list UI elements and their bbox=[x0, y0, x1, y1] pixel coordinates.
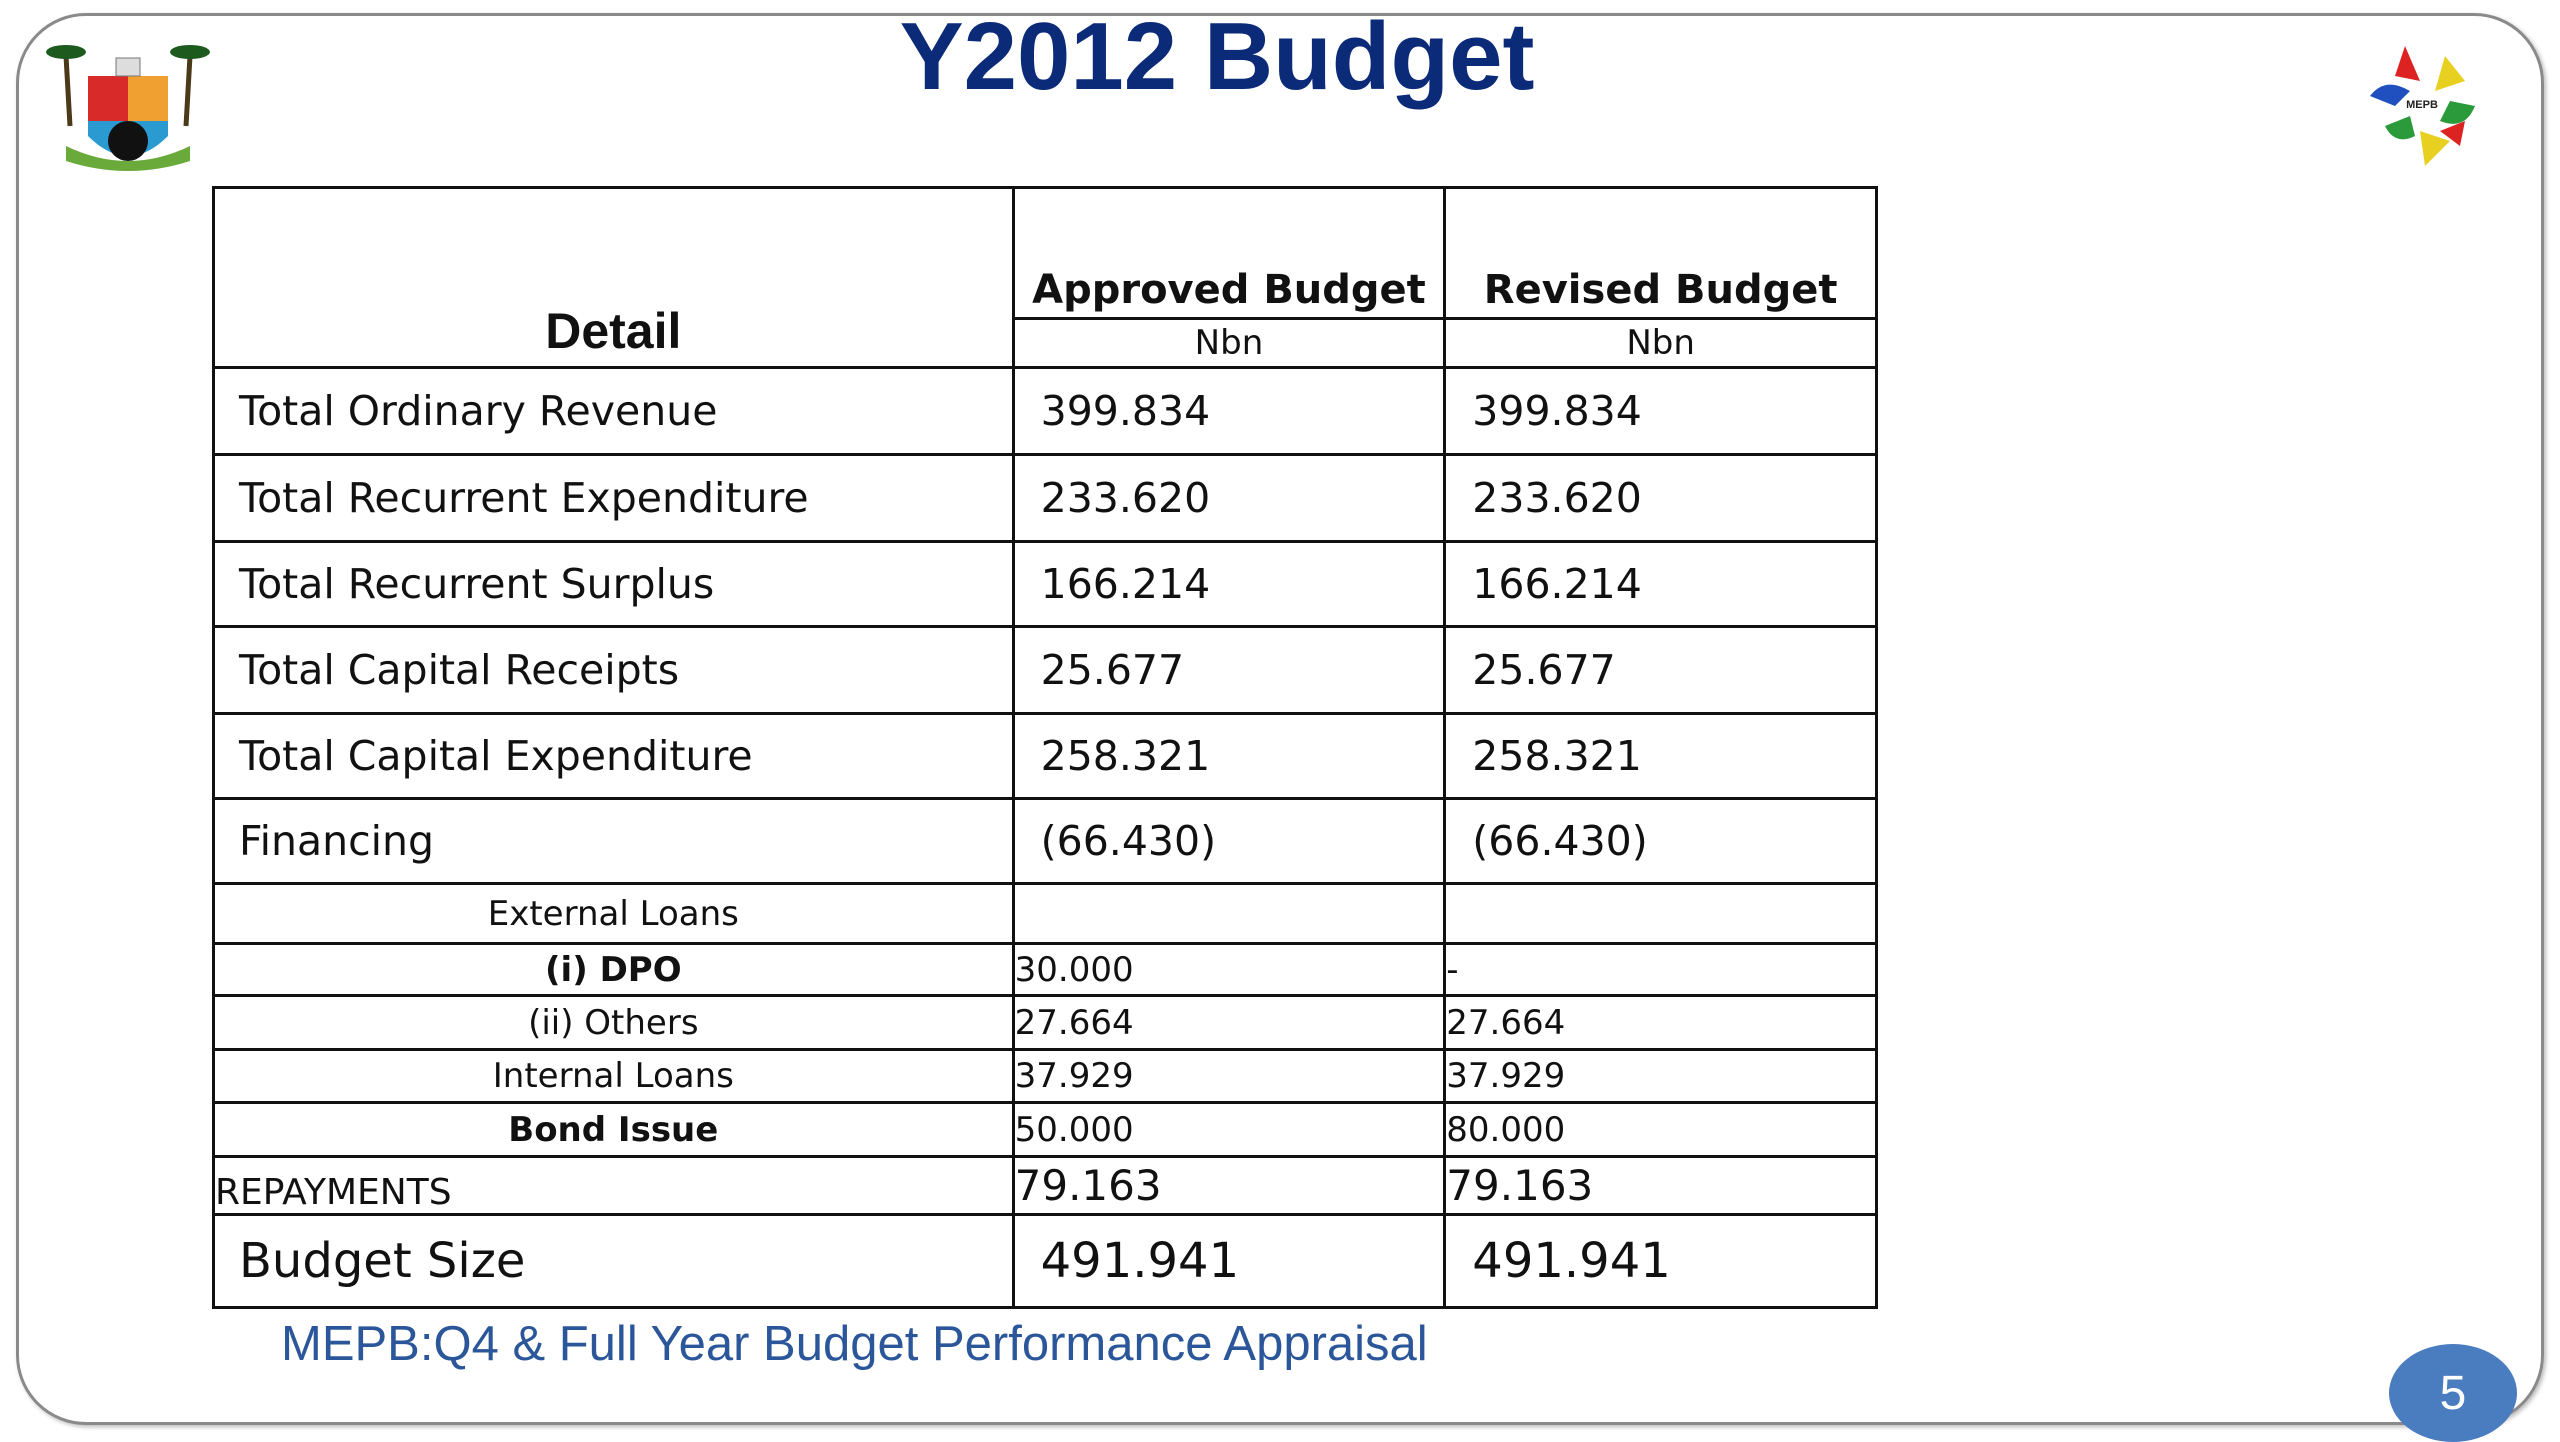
row-revised: 166.214 bbox=[1445, 542, 1877, 627]
row-label: Total Ordinary Revenue bbox=[214, 368, 1014, 455]
header-revised: Revised Budget bbox=[1445, 188, 1877, 319]
mepb-logo-text: MEPB bbox=[2406, 99, 2438, 111]
footer-text: MEPB:Q4 & Full Year Budget Performance Appraisal bbox=[281, 1317, 1428, 1371]
mepb-logo bbox=[2365, 36, 2479, 172]
row-revised: 25.677 bbox=[1445, 627, 1877, 714]
row-revised: 79.163 bbox=[1445, 1157, 1877, 1215]
header-detail: Detail bbox=[214, 188, 1014, 368]
row-label: Internal Loans bbox=[214, 1050, 1014, 1103]
table-row bbox=[214, 1103, 1877, 1157]
row-approved: 50.000 bbox=[1013, 1103, 1445, 1157]
row-approved: 166.214 bbox=[1013, 542, 1445, 627]
row-label: External Loans bbox=[214, 884, 1014, 944]
row-approved bbox=[1013, 884, 1445, 944]
row-approved: 233.620 bbox=[1013, 455, 1445, 542]
table-row bbox=[214, 996, 1877, 1050]
row-approved: 399.834 bbox=[1013, 368, 1445, 455]
row-label: Financing bbox=[214, 799, 1014, 884]
slide-title: Y2012 Budget bbox=[899, 3, 1535, 110]
row-revised: 80.000 bbox=[1445, 1103, 1877, 1157]
table-row bbox=[214, 944, 1877, 996]
row-revised: 27.664 bbox=[1445, 996, 1877, 1050]
table-row bbox=[214, 799, 1877, 884]
row-revised: 233.620 bbox=[1445, 455, 1877, 542]
row-label: Total Recurrent Surplus bbox=[214, 542, 1014, 627]
table-row-repayments bbox=[214, 1157, 1877, 1215]
page-number-badge: 5 bbox=[2389, 1344, 2517, 1442]
row-approved: 37.929 bbox=[1013, 1050, 1445, 1103]
table-row-budget-size bbox=[214, 1215, 1877, 1308]
row-approved: 25.677 bbox=[1013, 627, 1445, 714]
row-revised: (66.430) bbox=[1445, 799, 1877, 884]
table-row bbox=[214, 627, 1877, 714]
unit-revised: Nbn bbox=[1445, 319, 1877, 368]
row-label: (ii) Others bbox=[214, 996, 1014, 1050]
table-row bbox=[214, 714, 1877, 799]
header-approved: Approved Budget bbox=[1013, 188, 1445, 319]
row-label: Budget Size bbox=[214, 1215, 1014, 1308]
row-approved: 79.163 bbox=[1013, 1157, 1445, 1215]
row-approved: 491.941 bbox=[1013, 1215, 1445, 1308]
unit-approved: Nbn bbox=[1013, 319, 1445, 368]
row-revised: 491.941 bbox=[1445, 1215, 1877, 1308]
table-row bbox=[214, 884, 1877, 944]
budget-table bbox=[212, 186, 1878, 1309]
row-label: Bond Issue bbox=[214, 1103, 1014, 1157]
row-revised bbox=[1445, 884, 1877, 944]
row-revised: - bbox=[1445, 944, 1877, 996]
row-revised: 399.834 bbox=[1445, 368, 1877, 455]
row-label: Total Capital Expenditure bbox=[214, 714, 1014, 799]
table-row bbox=[214, 455, 1877, 542]
row-label: REPAYMENTS bbox=[214, 1157, 1014, 1215]
row-label: Total Recurrent Expenditure bbox=[214, 455, 1014, 542]
row-approved: (66.430) bbox=[1013, 799, 1445, 884]
row-approved: 30.000 bbox=[1013, 944, 1445, 996]
row-approved: 27.664 bbox=[1013, 996, 1445, 1050]
row-revised: 37.929 bbox=[1445, 1050, 1877, 1103]
row-revised: 258.321 bbox=[1445, 714, 1877, 799]
row-label: (i) DPO bbox=[214, 944, 1014, 996]
row-label: Total Capital Receipts bbox=[214, 627, 1014, 714]
table-row bbox=[214, 1050, 1877, 1103]
table-row bbox=[214, 542, 1877, 627]
row-approved: 258.321 bbox=[1013, 714, 1445, 799]
table-row bbox=[214, 368, 1877, 455]
